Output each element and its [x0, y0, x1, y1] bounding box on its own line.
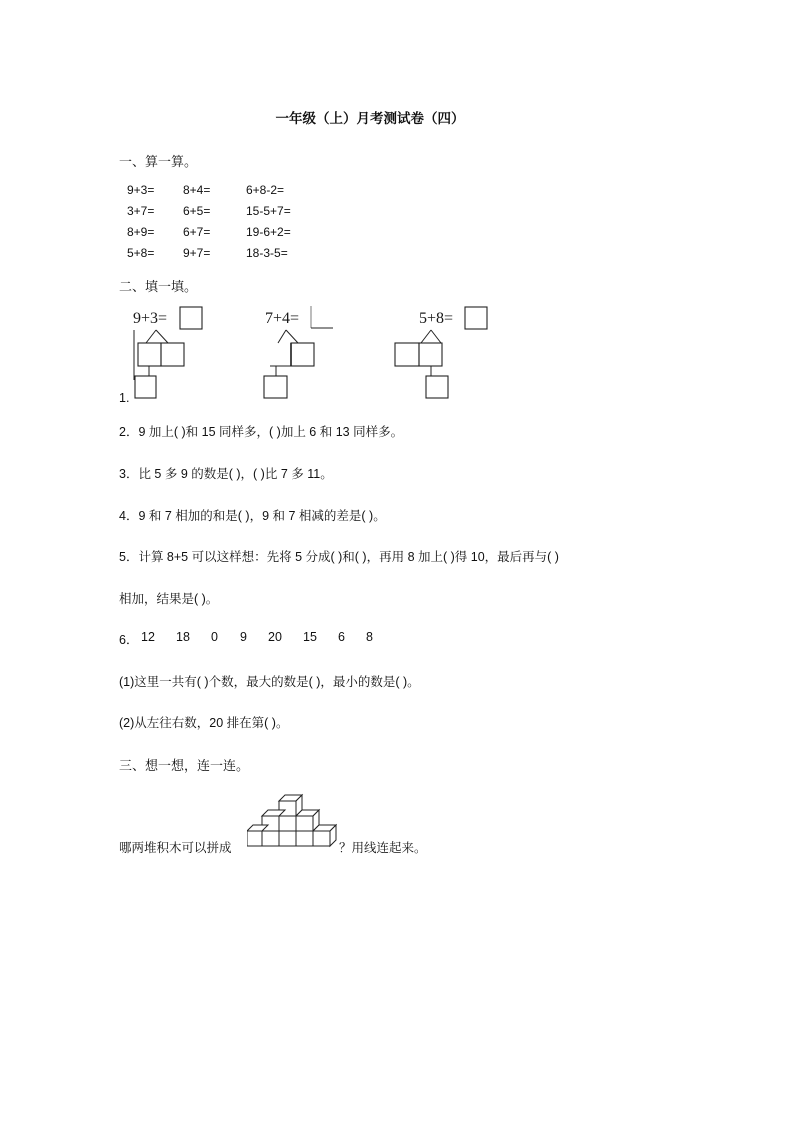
diagram-equation: 7+4=	[265, 310, 300, 327]
number-bond-diagram-3	[390, 300, 500, 405]
q6-number: 15	[303, 630, 317, 644]
section-2-heading: 二、填一填。	[119, 279, 198, 294]
calc-item: 18-3-5=	[246, 246, 288, 260]
diagram-equation: 9+3=	[133, 310, 168, 327]
q6-number: 0	[211, 630, 218, 644]
calc-item: 5+8=	[127, 246, 155, 260]
q6-number: 12	[141, 630, 155, 644]
section-1-heading: 一、算一算。	[119, 154, 198, 169]
question-5: 5．计算 8+5 可以这样想：先将 5 分成( )和( )，再用 8 加上( )得 10，最后再与( )	[119, 550, 559, 564]
calc-item: 8+9=	[127, 225, 155, 239]
question-6-sub-2: (2)从左往右数，20 排在第( )。	[119, 716, 289, 730]
question-3: 3．比 5 多 9 的数是( )，( )比 7 多 11。	[119, 467, 333, 481]
question-6-sub-1: (1)这里一共有( )个数，最大的数是( )，最小的数是( )。	[119, 675, 420, 689]
calc-item: 6+5=	[183, 204, 211, 218]
calc-item: 9+3=	[127, 183, 155, 197]
q6-number: 18	[176, 630, 190, 644]
calc-item: 9+7=	[183, 246, 211, 260]
calc-item: 3+7=	[127, 204, 155, 218]
q6-number: 9	[240, 630, 247, 644]
question-6-label: 6．	[119, 633, 139, 647]
calc-item: 6+7=	[183, 225, 211, 239]
section-3-prompt-start: 哪两堆积木可以拼成	[119, 841, 232, 855]
q6-number: 20	[268, 630, 282, 644]
q6-number: 6	[338, 630, 345, 644]
calc-item: 15-5+7=	[246, 204, 291, 218]
number-bond-diagram-2	[250, 300, 350, 405]
calc-item: 19-6+2=	[246, 225, 291, 239]
number-bond-diagram-1	[120, 300, 220, 405]
calc-item: 8+4=	[183, 183, 211, 197]
page-title: 一年级（上）月考测试卷（四）	[275, 111, 465, 126]
q6-number: 8	[366, 630, 373, 644]
question-4: 4．9 和 7 相加的和是( )，9 和 7 相减的差是( )。	[119, 509, 386, 523]
question-2: 2．9 加上( )和 15 同样多，( )加上 6 和 13 同样多。	[119, 425, 404, 439]
question-5-continued: 相加，结果是( )。	[119, 592, 219, 606]
calc-item: 6+8-2=	[246, 183, 285, 197]
question-1-label: 1.	[119, 391, 130, 405]
block-pyramid-icon	[247, 793, 337, 849]
section-3-prompt-end: ？用线连起来。	[339, 841, 427, 855]
diagram-equation: 5+8=	[419, 310, 454, 327]
section-3-heading: 三、想一想，连一连。	[119, 758, 250, 773]
